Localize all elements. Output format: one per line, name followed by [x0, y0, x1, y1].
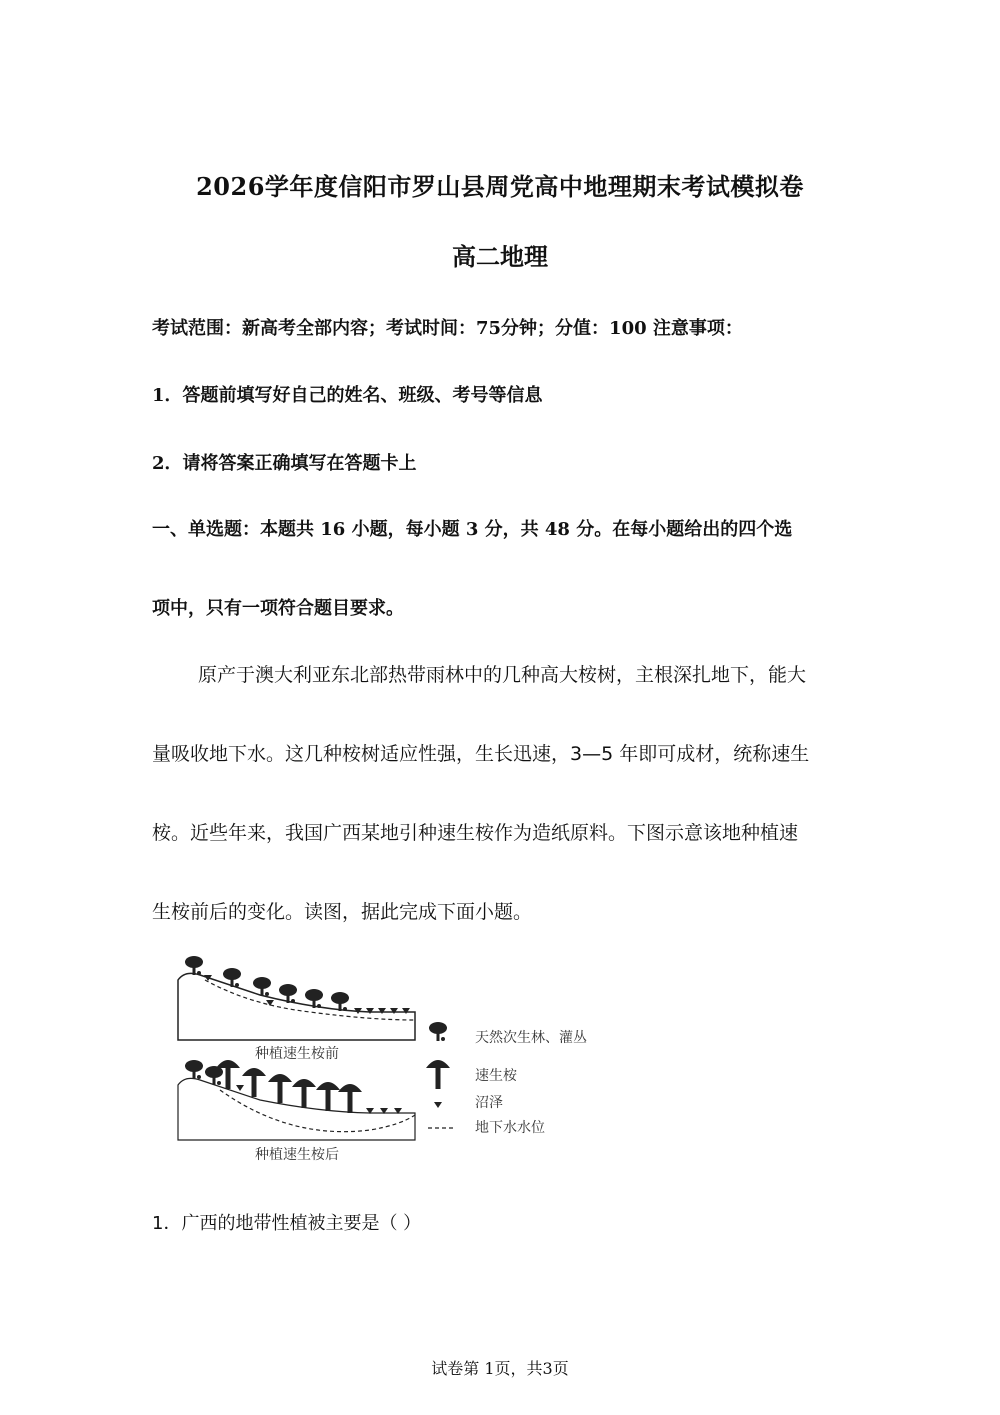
swamp-icon — [434, 1102, 442, 1108]
page-subtitle: 高二地理 — [452, 242, 548, 271]
exam-info: 考试范围：新高考全部内容；考试时间：75分钟；分值：100 注意事项： — [152, 318, 743, 339]
eucalyptus-comparison-figure — [170, 950, 620, 1175]
figure-legend — [426, 1022, 587, 1136]
section-heading-line1: 一、单选题：本题共 16 小题，每小题 3 分，共 48 分。在每小题给出的四个选 — [152, 519, 793, 540]
section-heading-line2: 项中，只有一项符合题目要求。 — [152, 598, 404, 619]
passage-line-3: 桉。近些年来，我国广西某地引种速生桉作为造纸原料。下图示意该地种植速 — [152, 822, 799, 844]
legend-natural-forest: 天然次生林、灌丛 — [475, 1030, 587, 1046]
caption-before: 种植速生桉前 — [255, 1046, 339, 1062]
natural-forest-icon — [429, 1022, 447, 1041]
caption-after: 种植速生桉后 — [255, 1147, 339, 1163]
instruction-1: 1．答题前填写好自己的姓名、班级、考号等信息 — [152, 385, 543, 406]
legend-swamp: 沼泽 — [475, 1095, 503, 1111]
panel-after — [178, 1060, 415, 1163]
passage-line-4: 生桉前后的变化。读图，据此完成下面小题。 — [152, 901, 533, 923]
instruction-2: 2．请将答案正确填写在答题卡上 — [152, 453, 417, 474]
passage-line-1: 原产于澳大利亚东北部热带雨林中的几种高大桉树，主根深扎地下，能大 — [198, 664, 807, 686]
eucalyptus-icon — [426, 1060, 450, 1089]
page-title: 2026学年度信阳市罗山县周党高中地理期末考试模拟卷 — [196, 172, 804, 201]
legend-eucalyptus: 速生桉 — [475, 1068, 517, 1084]
passage-line-2: 量吸收地下水。这几种桉树适应性强，生长迅速，3—5 年即可成材，统称速生 — [152, 743, 810, 765]
page-footer: 试卷第 1页，共3页 — [431, 1359, 569, 1378]
panel-before — [178, 956, 415, 1062]
legend-groundwater: 地下水水位 — [475, 1120, 545, 1136]
question-1: 1．广西的地带性植被主要是（ ） — [152, 1213, 422, 1234]
